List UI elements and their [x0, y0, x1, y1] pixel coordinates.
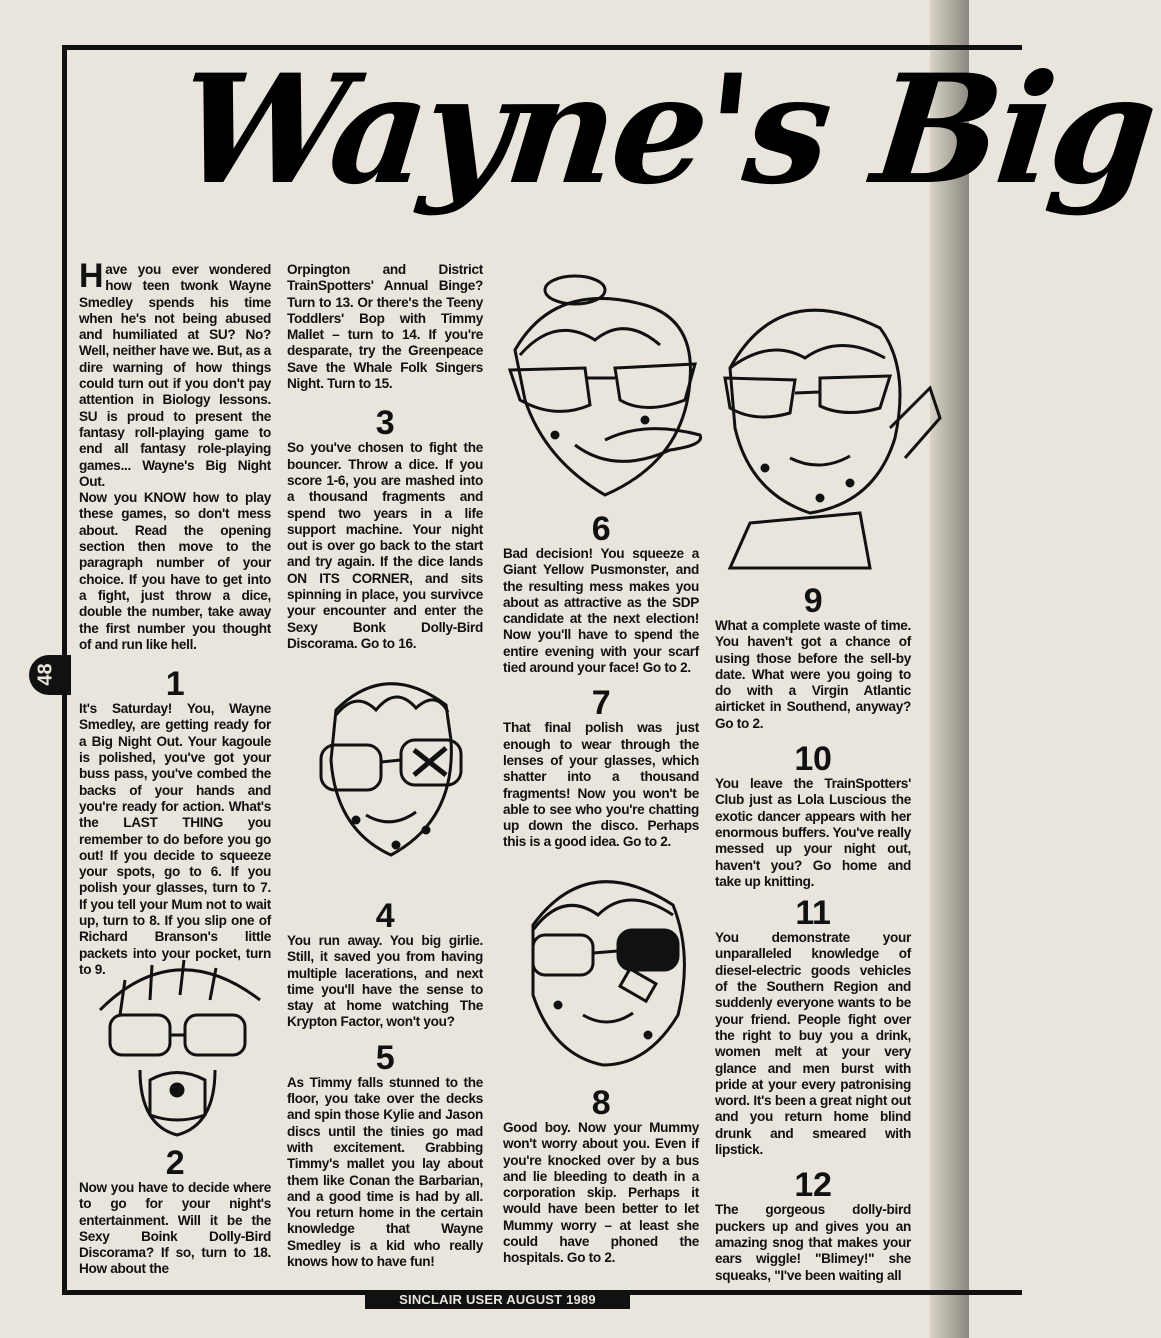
instructions-paragraph: Now you KNOW how to play these games, so don't mess about. Read the opening section then move to the paragraph number of your choice. If you have to get into a fight, just throw a dice, double the number, take away the first number you thought of and run like hell. — [79, 490, 271, 652]
section-number-7: 7 — [591, 684, 611, 723]
section-7-text: That final polish was just enough to wear through the lenses of your glasses, which shatter into a thousand fragments! Now you won't be able to see who you're chatting up down the disco. Perhaps this is a good idea. Go to 2. — [503, 720, 699, 850]
section-12-text: The gorgeous dolly-bird puckers up and gives you an amazing snog that makes your ears wiggle! "Blimey!" she squeaks, "I've been waiting all — [715, 1202, 911, 1283]
section-number-9: 9 — [803, 582, 823, 620]
section-2-text: Now you have to decide where to go for your night's entertainment. Will it be the Sexy Boink Dolly-Bird Discorama? If so, turn to 18. How about the — [79, 1180, 271, 1277]
column-1-bottom — [79, 1140, 271, 1278]
section-3-text: So you've chosen to fight the bouncer. Throw a dice. If you score 1-6, you are mashed into a thousand fragments and spend two years in a life support machine. Your night out is over go back to the start and try again. If the dice lands ON ITS CORNER, and sits spinning in place, you survivce your encounter and enter the Sexy Bonk Dolly-Bird Discorama. Go to 16. — [287, 440, 483, 651]
section-11-text: You demonstrate your unparalleled knowledge of diesel-electric goods vehicles of the Southern Region and suddenly everyone wants to be your friend. People fight over the right to buy you a drink, women melt at your very glance and men burst with pride at your every patronising word. It's been a great night out and you return home blind drunk and smeared with lipstick. — [715, 930, 911, 1158]
intro-paragraph: Have you ever wondered how teen twonk Wayne Smedley spends his time when he's not being abused and humiliated at SU? No? Well, neither have we. But, as a dire warning of how things could turn out if you don't pay attention in Biology lessons. SU is proud to present the fantasy roll-playing game to end all fantasy role-playing games... Wayne's Big Night Out. — [79, 257, 271, 489]
section-6-text: Bad decision! You squeeze a Giant Yellow Pusmonster, and the resulting mess makes you about as attractive as the SDP candidate at the next election! Now you'll have to spend the entire evening with your scarf tied around your face! Go to 2. — [503, 546, 699, 676]
section-9-text: What a complete waste of time. You haven't got a chance of using those before the sell-by date. What were you going to do with a Virgin Atlantic airticket in Southend, anyway? Go to 2. — [715, 618, 911, 731]
section-number-4: 4 — [375, 897, 395, 935]
section-2-continued: Orpington and District TrainSpotters' Annual Binge? Turn to 13. Or there's the Teeny Toddlers' Bop with Timmy Mallet – turn to 14. If you're desparate, try the Greenpeace Save the Whale Folk Singers Night. Turn to 15. — [287, 262, 483, 392]
section-number-8: 8 — [591, 1084, 611, 1122]
section-8-text: Good boy. Now your Mummy won't worry about you. Even if you're knocked over by a bus and lie bleeding to death in a corporation skip. Perhaps it would have been better to let Mummy worry – at least she could have phoned the hospitals. Go to 2. — [503, 1120, 699, 1266]
section-number-1: 1 — [165, 665, 185, 704]
wayne-illustration-airticket — [710, 268, 940, 573]
column-3 — [503, 506, 699, 851]
column-1 — [79, 257, 271, 978]
page-number: 48 — [34, 663, 57, 686]
section-number-2: 2 — [165, 1144, 185, 1182]
column-4 — [715, 578, 911, 1284]
column-3-bottom — [503, 1080, 699, 1267]
page-number-tab — [29, 655, 71, 695]
wayne-illustration-polish-glasses — [495, 260, 715, 510]
section-number-3: 3 — [375, 404, 395, 443]
wayne-illustration-plaster — [508, 845, 698, 1070]
wayne-illustration-squeeze-spot — [80, 940, 275, 1140]
section-number-6: 6 — [591, 510, 611, 548]
column-2 — [287, 262, 483, 652]
section-1-text: It's Saturday! You, Wayne Smedley, are getting ready for a Big Night Out. Your kagoule is polished, you've got your buss pass, you've combed the backs of your hands and you're ready for action. What's the LAST THING you remember to do before you go out! If you decide to squeeze your spots, go to 6. If you polish your glasses, turn to 7. If you tell your Mum not to wait up, turn to 8. If you slip one of Richard Branson's little packets into your pocket, turn to 9. — [79, 701, 271, 977]
section-number-5: 5 — [375, 1038, 395, 1077]
section-number-12: 12 — [794, 1166, 832, 1205]
section-10-text: You leave the TrainSpotters' Club just as Lola Luscious the exotic dancer appears with her enormous buffers. You've really messed up your night out, haven't you? Go home and take up knitting. — [715, 776, 911, 889]
section-number-11: 11 — [795, 894, 831, 933]
section-5-text: As Timmy falls stunned to the floor, you take over the decks and spin those Kylie and Jason discs until the tinies go mad with excitement. Grabbing Timmy's mallet you lay about them like Conan the Barbarian, and a good time is had by all. You return home in the certain knowledge that Wayne Smedley is a kid who really knows how to have fun! — [287, 1074, 483, 1270]
footer-banner: SINCLAIR USER AUGUST 1989 — [365, 1291, 630, 1309]
section-number-10: 10 — [794, 740, 832, 779]
wayne-illustration-glasses-smash — [296, 650, 481, 870]
column-2-bottom — [287, 893, 483, 1270]
page-title: Wayne's Big — [170, 42, 1161, 218]
section-4-text: You run away. You big girlie. Still, it saved you from having multiple lacerations, and next time you'll have the sense to stay at home watching The Krypton Factor, won't you? — [287, 933, 483, 1030]
